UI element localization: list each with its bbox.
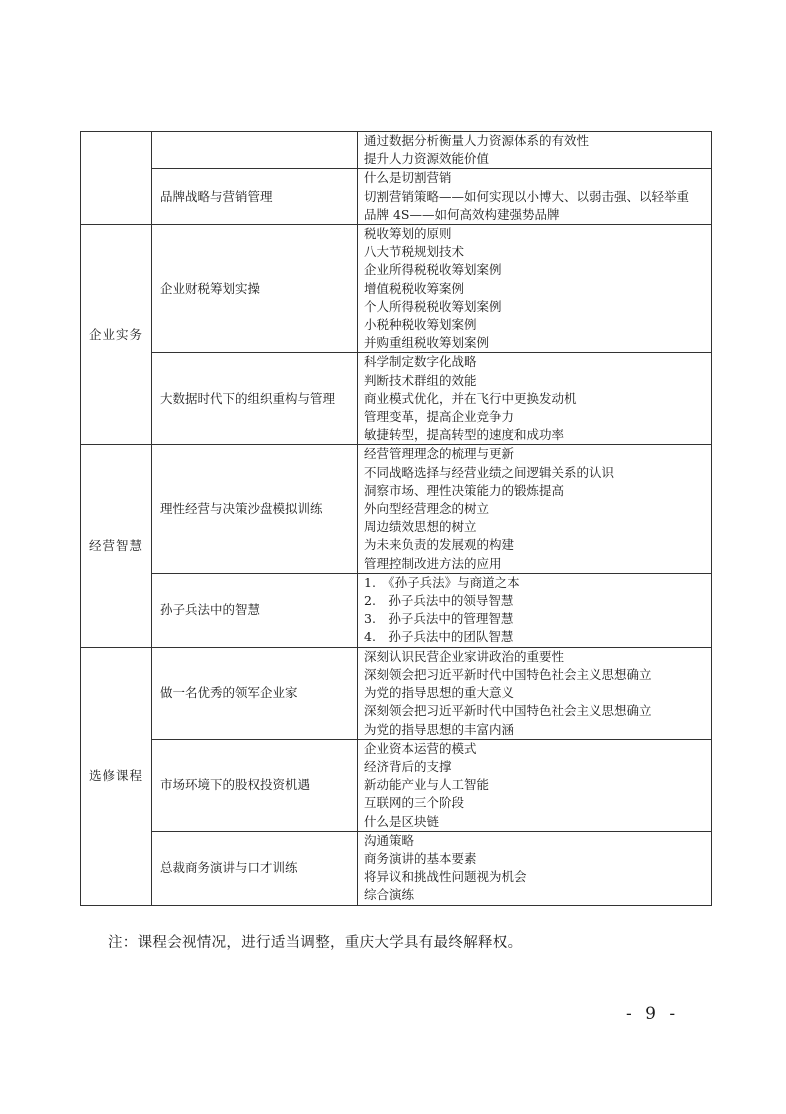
course-cell: 品牌战略与营销管理 bbox=[152, 169, 358, 225]
content-cell bbox=[358, 647, 712, 739]
content-cell bbox=[358, 831, 712, 905]
course-cell: 孙子兵法中的智慧 bbox=[152, 573, 358, 647]
table-row bbox=[81, 169, 712, 225]
content-cell bbox=[358, 573, 712, 647]
content-item: 什么是区块链 bbox=[364, 813, 440, 829]
content-item: 企业资本运营的模式 bbox=[364, 740, 477, 756]
content-item: 新动能产业与人工智能 bbox=[364, 777, 490, 793]
content-item: 判断技术群组的效能 bbox=[364, 372, 477, 388]
content-item: 4. 孙子兵法中的团队智慧 bbox=[364, 629, 514, 645]
content-item: 周边绩效思想的树立 bbox=[364, 519, 477, 535]
course-cell: 理性经营与决策沙盘模拟训练 bbox=[152, 445, 358, 573]
content-item: 商务演讲的基本要素 bbox=[364, 850, 477, 866]
content-item: 切割营销策略——如何实现以小博大、以弱击强、以轻举重 bbox=[364, 188, 690, 204]
course-cell: 市场环境下的股权投资机遇 bbox=[152, 739, 358, 831]
course-table bbox=[80, 131, 712, 906]
content-item: 为未来负责的发展观的构建 bbox=[364, 537, 515, 553]
content-item: 外向型经营理念的树立 bbox=[364, 501, 490, 517]
content-item: 管理变革，提高企业竞争力 bbox=[364, 409, 515, 425]
course-cell: 大数据时代下的组织重构与管理 bbox=[152, 353, 358, 445]
content-item: 3. 孙子兵法中的管理智慧 bbox=[364, 611, 514, 627]
content-item: 洞察市场、理性决策能力的锻炼提高 bbox=[364, 482, 565, 498]
content-item: 深刻领会把习近平新时代中国特色社会主义思想确立 bbox=[364, 666, 652, 682]
page-number: - 9 - bbox=[626, 1004, 680, 1024]
content-item: 经营管理理念的梳理与更新 bbox=[364, 446, 515, 462]
content-item: 为党的指导思想的丰富内涵 bbox=[364, 721, 515, 737]
content-item: 什么是切割营销 bbox=[364, 170, 452, 186]
category-cell: 企业实务 bbox=[81, 225, 152, 445]
course-cell bbox=[152, 132, 358, 169]
content-item: 为党的指导思想的重大意义 bbox=[364, 685, 515, 701]
content-item: 个人所得税税收筹划案例 bbox=[364, 298, 502, 314]
table-row bbox=[81, 647, 712, 739]
table-row bbox=[81, 831, 712, 905]
content-item: 综合演练 bbox=[364, 887, 415, 903]
category-cell: 选修课程 bbox=[81, 647, 152, 905]
table-row bbox=[81, 353, 712, 445]
content-item: 沟通策略 bbox=[364, 832, 415, 848]
content-item: 提升人力资源效能价值 bbox=[364, 151, 490, 167]
content-item: 八大节税规划技术 bbox=[364, 244, 465, 260]
course-cell: 总裁商务演讲与口才训练 bbox=[152, 831, 358, 905]
content-item: 深刻认识民营企业家讲政治的重要性 bbox=[364, 648, 565, 664]
content-item: 互联网的三个阶段 bbox=[364, 795, 465, 811]
table-row bbox=[81, 445, 712, 573]
content-cell bbox=[358, 353, 712, 445]
content-cell bbox=[358, 169, 712, 225]
course-cell: 企业财税筹划实操 bbox=[152, 225, 358, 353]
content-cell bbox=[358, 132, 712, 169]
content-item: 税收筹划的原则 bbox=[364, 226, 452, 242]
content-item: 品牌 4S——如何高效构建强势品牌 bbox=[364, 206, 560, 222]
content-item: 将异议和挑战性问题视为机会 bbox=[364, 869, 527, 885]
content-item: 小税种税收筹划案例 bbox=[364, 317, 477, 333]
content-item: 通过数据分析衡量人力资源体系的有效性 bbox=[364, 133, 590, 148]
content-cell bbox=[358, 739, 712, 831]
content-cell bbox=[358, 445, 712, 573]
table-row bbox=[81, 225, 712, 353]
content-item: 商业模式优化，并在飞行中更换发动机 bbox=[364, 390, 577, 406]
table-row bbox=[81, 573, 712, 647]
table-row bbox=[81, 132, 712, 169]
content-item: 科学制定数字化战略 bbox=[364, 354, 477, 370]
content-item: 敏捷转型，提高转型的速度和成功率 bbox=[364, 427, 565, 443]
content-item: 管理控制改进方法的应用 bbox=[364, 555, 502, 571]
course-cell: 做一名优秀的领军企业家 bbox=[152, 647, 358, 739]
footnote: 注：课程会视情况，进行适当调整，重庆大学具有最终解释权。 bbox=[108, 935, 523, 951]
content-item: 不同战略选择与经营业绩之间逻辑关系的认识 bbox=[364, 464, 615, 480]
content-cell bbox=[358, 225, 712, 353]
category-cell bbox=[81, 132, 152, 225]
content-item: 1. 《孙子兵法》与商道之本 bbox=[364, 574, 520, 590]
content-item: 深刻领会把习近平新时代中国特色社会主义思想确立 bbox=[364, 703, 652, 719]
content-item: 增值税税收筹案例 bbox=[364, 280, 465, 296]
content-item: 2. 孙子兵法中的领导智慧 bbox=[364, 593, 514, 609]
category-cell: 经营智慧 bbox=[81, 445, 152, 647]
table-row bbox=[81, 739, 712, 831]
content-item: 企业所得税税收筹划案例 bbox=[364, 262, 502, 278]
content-item: 经济背后的支撑 bbox=[364, 758, 452, 774]
content-item: 并购重组税收筹划案例 bbox=[364, 335, 490, 351]
